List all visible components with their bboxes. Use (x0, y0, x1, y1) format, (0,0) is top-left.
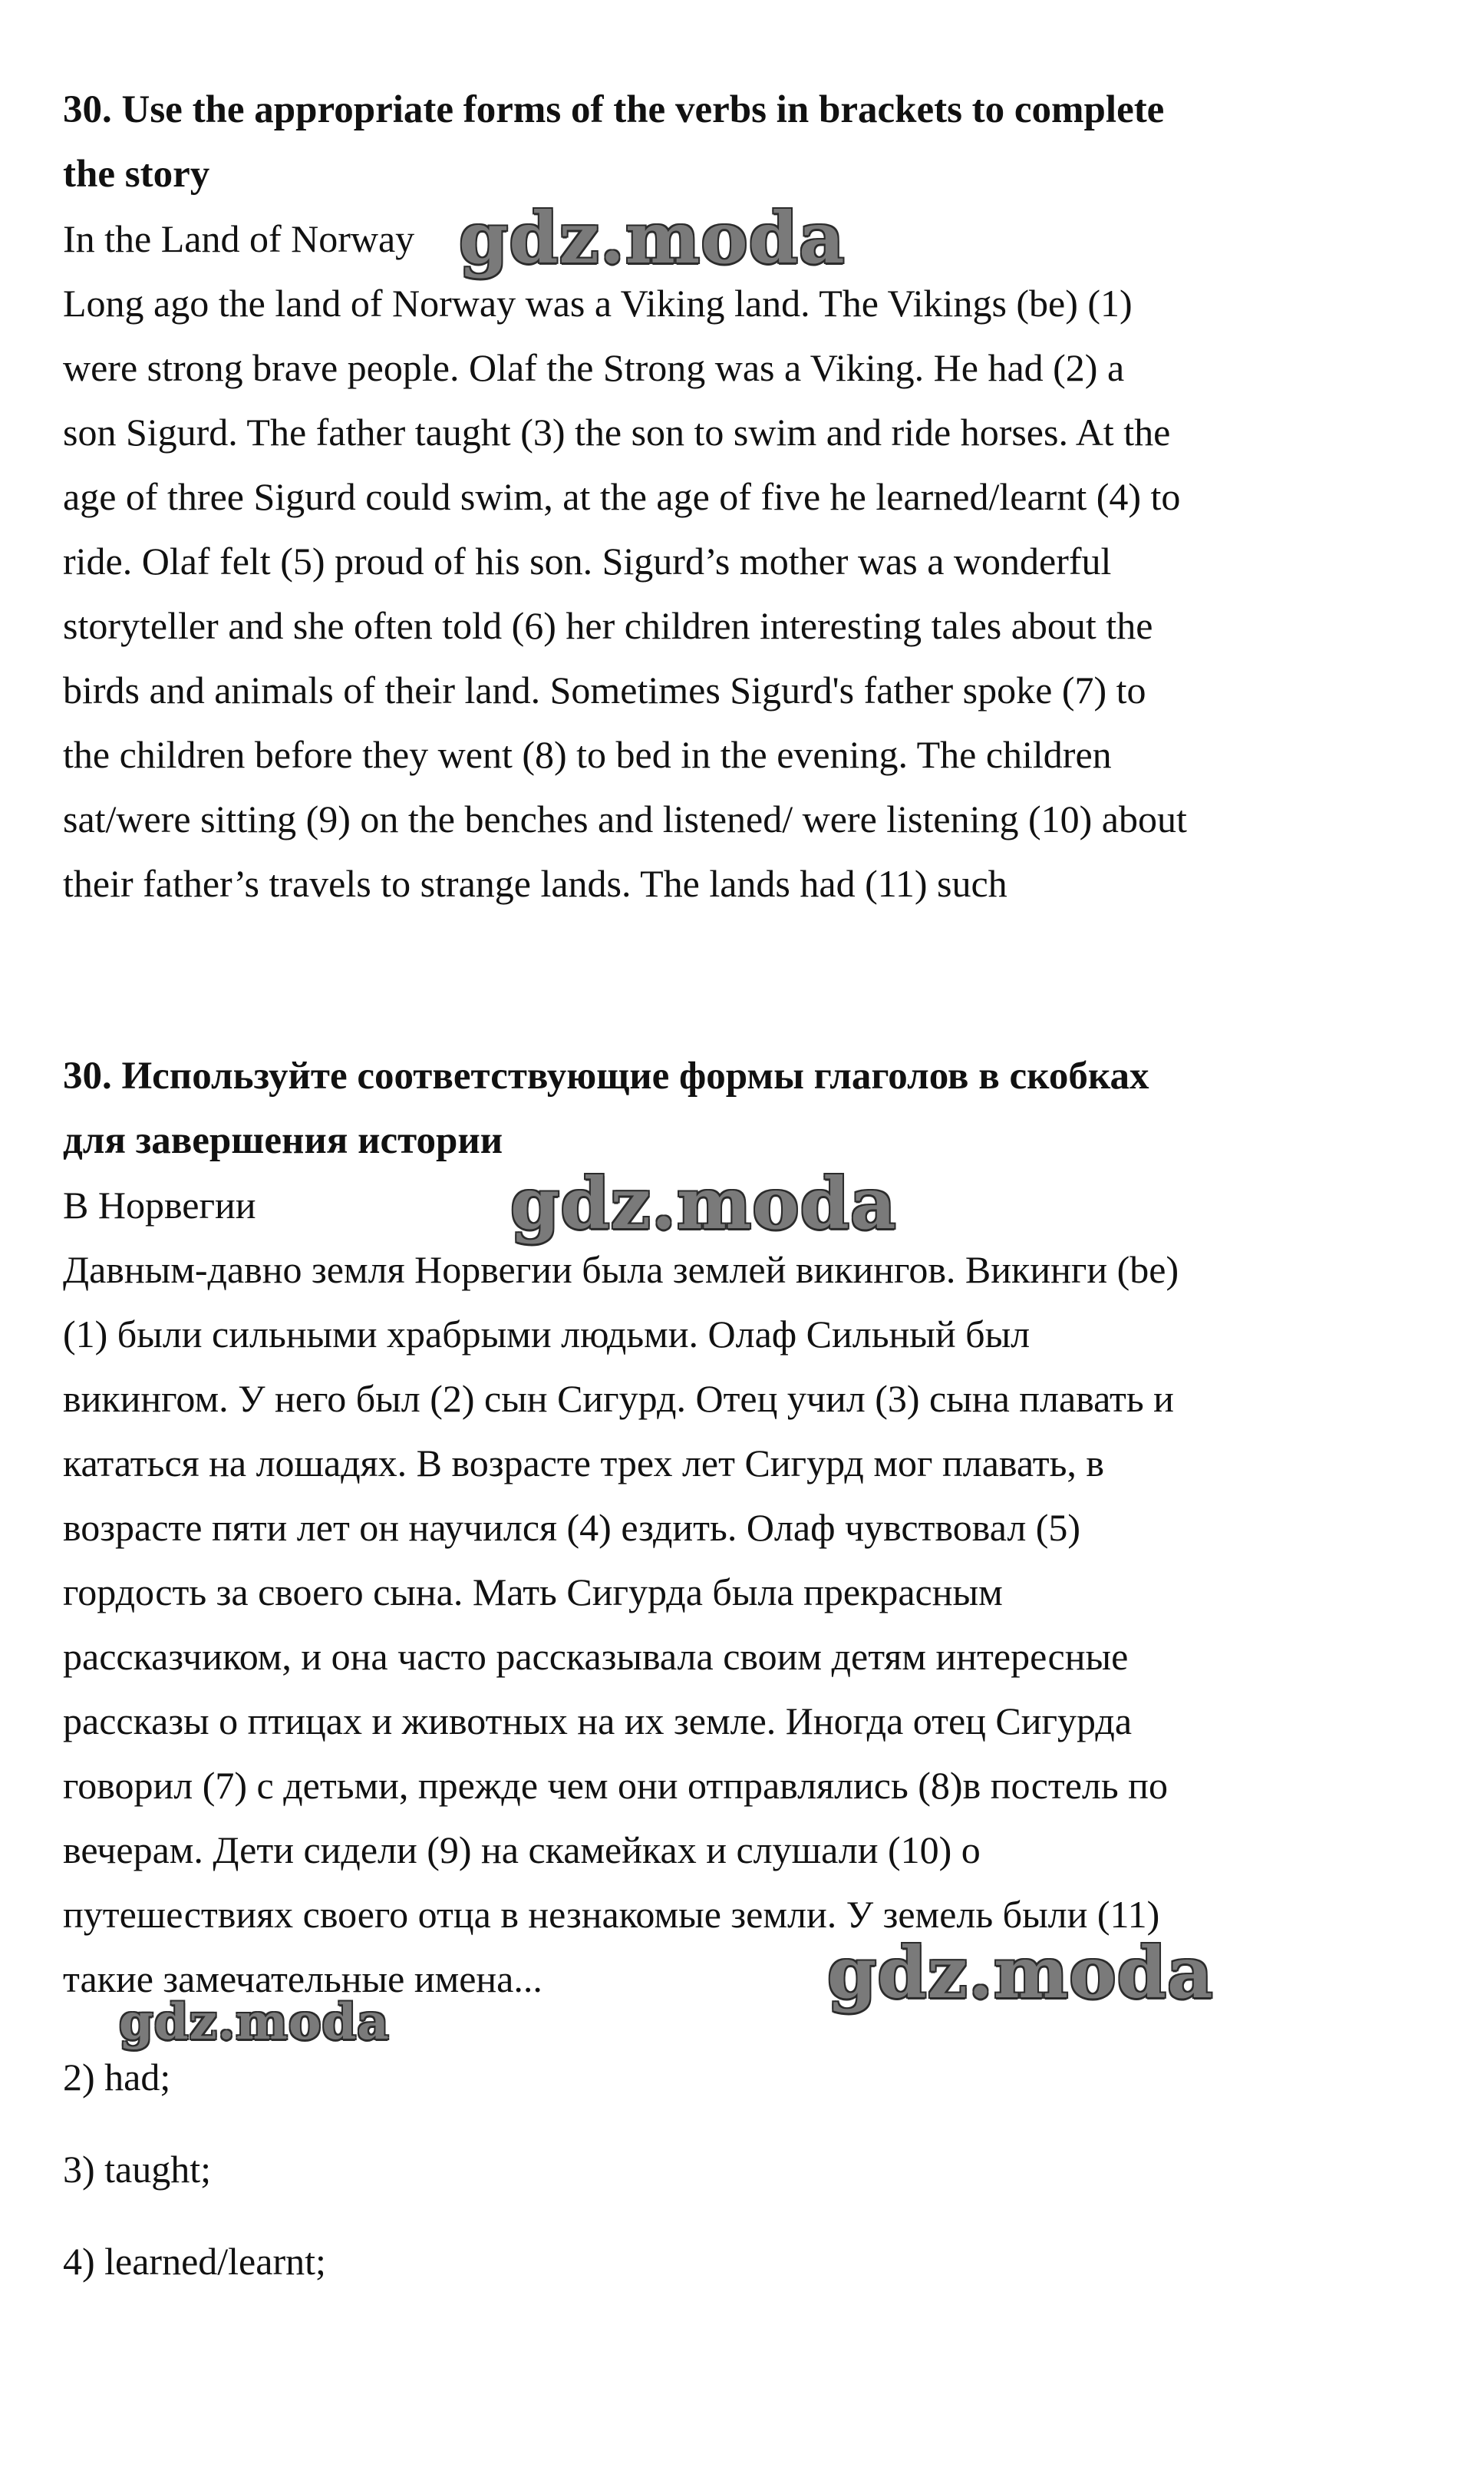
russian-text-line: Давным-давно земля Норвегии была землей викингов. Викинги (be) (63, 1248, 1179, 1291)
russian-text-line: викингом. У него был (2) сын Сигурд. Отец учил (3) сына плавать и (63, 1377, 1174, 1420)
english-text-line: the children before they went (8) to bed in the evening. The children (63, 733, 1112, 776)
english-heading-line-2: the story (63, 153, 210, 196)
english-text-line: sat/were sitting (9) on the benches and listened/ were listening (10) about (63, 798, 1187, 840)
english-text-line: their father’s travels to strange lands. The lands had (11) such (63, 862, 1007, 905)
answer-item: 3) taught; (63, 2148, 212, 2191)
english-text-line: birds and animals of their land. Sometimes Sigurd's father spoke (7) to (63, 669, 1146, 712)
russian-subtitle: В Норвегии (63, 1184, 256, 1227)
russian-heading-line-2: для завершения истории (63, 1119, 503, 1162)
english-text-line: ride. Olaf felt (5) proud of his son. Sigurd’s mother was a wonderful (63, 540, 1112, 583)
russian-heading-line-1: 30. Используйте соответствующие формы глаголов в скобках (63, 1055, 1149, 1098)
russian-text-line: возрасте пяти лет он научился (4) ездить. Олаф чувствовал (5) (63, 1506, 1081, 1549)
russian-text-line: вечерам. Дети сидели (9) на скамейках и слушали (10) о (63, 1828, 981, 1871)
english-heading-line-1: 30. Use the appropriate forms of the verbs in brackets to complete (63, 88, 1165, 131)
russian-text-line: такие замечательные имена... (63, 1957, 542, 2000)
watermark-logo: gdz.moda (119, 1993, 390, 2051)
english-text-line: son Sigurd. The father taught (3) the son to swim and ride horses. At the (63, 411, 1171, 454)
russian-text-line: рассказчиком, и она часто рассказывала своим детям интересные (63, 1635, 1129, 1678)
russian-text-line: говорил (7) с детьми, прежде чем они отправлялись (8)в постель по (63, 1764, 1168, 1807)
watermark-logo: gdz.moda (827, 1931, 1214, 2014)
answer-item: 4) learned/learnt; (63, 2240, 326, 2283)
english-text-line: age of three Sigurd could swim, at the age of five he learned/learnt (4) to (63, 475, 1181, 518)
watermark-logo: gdz.moda (510, 1162, 897, 1245)
russian-text-line: (1) были сильными храбрыми людьми. Олаф Сильный был (63, 1313, 1031, 1356)
english-text-line: storyteller and she often told (6) her children interesting tales about the (63, 604, 1153, 647)
watermark-logo: gdz.moda (459, 196, 846, 279)
english-text-line: were strong brave people. Olaf the Strong was a Viking. He had (2) a (63, 346, 1125, 389)
russian-text-line: гордость за своего сына. Мать Сигурда была прекрасным (63, 1570, 1003, 1613)
english-subtitle: In the Land of Norway (63, 217, 415, 260)
russian-text-line: рассказы о птицах и животных на их земле. Иногда отец Сигурда (63, 1699, 1133, 1742)
russian-text-line: путешествиях своего отца в незнакомые земли. У земель были (11) (63, 1893, 1160, 1936)
russian-text-line: кататься на лошадях. В возрасте трех лет Сигурд мог плавать, в (63, 1441, 1105, 1484)
answer-item: 2) had; (63, 2056, 171, 2099)
english-text-line: Long ago the land of Norway was a Viking land. The Vikings (be) (1) (63, 282, 1133, 325)
